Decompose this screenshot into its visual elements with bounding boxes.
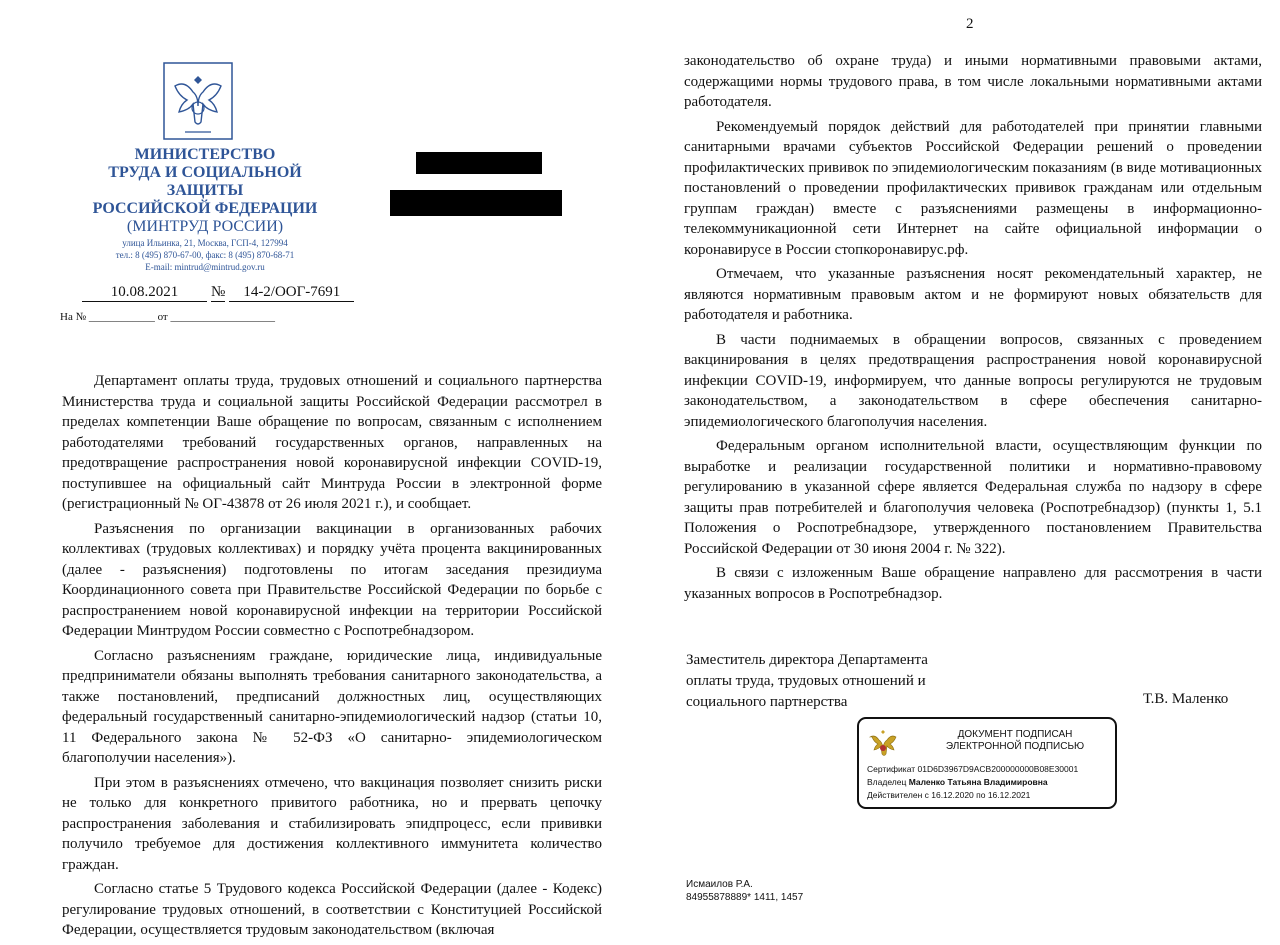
ministry-short-name: (МИНТРУД РОССИИ) xyxy=(126,218,284,235)
owner-value: Маленко Татьяна Владимировна xyxy=(908,777,1048,787)
address-line: улица Ильинка, 21, Москва, ГСП-4, 127994 xyxy=(122,238,288,248)
ministry-name xyxy=(60,146,350,236)
stamp-title-line: ДОКУМЕНТ ПОДПИСАН xyxy=(957,729,1073,740)
signer-name: Т.В. Маленко xyxy=(1143,691,1229,707)
redaction-block xyxy=(390,190,562,216)
executor-name: Исмаилов Р.А. xyxy=(686,879,753,890)
stamp-title xyxy=(919,729,1111,753)
paragraph: Согласно статье 5 Трудового кодекса Российской Федерации (далее - Кодекс) регулирование трудовых отношений, в соответствии с Конституцией Российской Федерации, осуществляется трудовым законодательством (включая xyxy=(62,881,602,938)
stamp-validity: Действителен с 16.12.2020 по 16.12.2021 xyxy=(867,790,1031,800)
cert-label: Сертификат xyxy=(867,764,916,774)
phone-line: тел.: 8 (495) 870-67-00, факс: 8 (495) 870-68-71 xyxy=(115,250,295,260)
cert-value: 01D6D3967D9ACB200000000B08E30001 xyxy=(917,764,1079,774)
stamp-emblem-icon xyxy=(867,727,899,761)
paragraph: Федеральным органом исполнительной власти, осуществляющим функции по выработке и реализации государственной политики и нормативно-правовому регулированию в указанной сфере является Федеральная служба по надзору в сфере защиты прав потребителей и благополучия человека (Роспотребнадзор) (пункты 1, 5.1 Положения о Роспотребнадзоре, утвержденного постановлением Правительства Российской Федерации от 30 июня 2004 г. № 322). xyxy=(684,438,1262,557)
redaction-block xyxy=(416,152,542,174)
letter-body-page1 xyxy=(62,371,602,945)
stamp-certificate xyxy=(867,764,1078,774)
executor-info xyxy=(686,878,803,904)
signer-line: оплаты труда, трудовых отношений и xyxy=(686,673,926,689)
paragraph: В части поднимаемых в обращении вопросов, связанных с проведением вакцинирования в целях предотвращения распространения новой коронавирусной инфекции COVID-19, информируем, что данные вопросы регулируются не трудовым законодательством, а законодательством в сфере обеспечения санитарно-эпидемиологического благополучия населения. xyxy=(684,331,1262,430)
paragraph: Согласно разъяснениям граждане, юридические лица, индивидуальные предприниматели обязаны выполнять требования санитарного законодательства, а также постановлений, предписаний должностных лиц, осуществляющих федеральный государственный санитарно-эпидемиологический надзор (статьи 10, 11 Федерального закона № 52-ФЗ «О санитарно- эпидемиологическом благополучии населения»). xyxy=(62,647,602,766)
ministry-address xyxy=(60,237,350,273)
document-date: 10.08.2021 xyxy=(82,284,207,302)
signer-line: Заместитель директора Департамента xyxy=(686,652,928,668)
ministry-line: ЗАЩИТЫ xyxy=(166,182,244,199)
signer-line: социального партнерства xyxy=(686,694,848,710)
ministry-line: РОССИЙСКОЙ ФЕДЕРАЦИИ xyxy=(92,200,318,217)
electronic-signature-stamp xyxy=(857,717,1117,809)
signer-position xyxy=(686,650,928,713)
number-label: № xyxy=(211,284,226,300)
paragraph: Департамент оплаты труда, трудовых отношений и социального партнерства Министерства труда и социальной защиты Российской Федерации рассмотрел в пределах компетенции Ваше обращение по вопросам, связанным с исполнением работодателями требований государственных органов, направленных на предотвращение распространения новой коронавирусной инфекции COVID-19, поступившее на официальный сайт Минтруда России в электронной форме (регистрационный № ОГ-43878 от 26 июля 2021 г.), и сообщает. xyxy=(62,373,602,512)
paragraph: В связи с изложенным Ваше обращение направлено для рассмотрения в части указанных вопросов в Роспотребнадзор. xyxy=(684,565,1262,602)
stamp-title-line: ЭЛЕКТРОННОЙ ПОДПИСЬЮ xyxy=(945,741,1085,752)
paragraph: Отмечаем, что указанные разъяснения носят рекомендательный характер, не являются нормативным правовым актом и не формируют новых обязательств для работодателя и работника. xyxy=(684,266,1262,323)
paragraph: При этом в разъяснениях отмечено, что вакцинация позволяет снизить риски не только для конкретного привитого работника, но и прервать цепочку распространения заболевания и стабилизировать эпидпроцесс, если прививки получило требуемое для достижения коллективного иммунитета количество граждан. xyxy=(62,774,602,873)
page-number: 2 xyxy=(966,16,974,32)
paragraph: Разъяснения по организации вакцинации в организованных рабочих коллективах (трудовых коллективах) и порядку учёта процента вакцинированных (далее - разъяснения) подготовлены по итогам заседания президиума Координационного совета при Правительстве Российской Федерации по борьбе с распространением новой коронавирусной инфекции на территории Российской Федерации Минтрудом России совместно с Роспотребнадзором. xyxy=(62,520,602,639)
stamp-owner xyxy=(867,777,1048,787)
ministry-line: МИНИСТЕРСТВО xyxy=(134,146,276,163)
coat-of-arms-icon xyxy=(163,62,233,140)
email-line: E-mail: mintrud@mintrud.gov.ru xyxy=(145,262,265,272)
paragraph: законодательство об охране труда) и иными нормативными правовыми актами, содержащими нормы трудового права, в том числе локальными нормативными актами работодателя. xyxy=(684,53,1262,110)
owner-label: Владелец xyxy=(867,777,907,787)
reference-line: На № ____________ от ___________________ xyxy=(60,311,275,323)
executor-phone: 84955878889* 1411, 1457 xyxy=(686,892,804,903)
letter-body-page2 xyxy=(684,51,1262,608)
document-date-number xyxy=(82,284,354,302)
document-number: 14-2/ООГ-7691 xyxy=(229,284,354,302)
ministry-line: ТРУДА И СОЦИАЛЬНОЙ xyxy=(108,164,302,181)
paragraph: Рекомендуемый порядок действий для работодателей при принятии главными санитарными врачами субъектов Российской Федерации решений о проведении профилактических прививок по эпидемиологическим показаниям (в виде мотивационных постановлений о проведении профилактических прививок гражданам или отдельным группам граждан) вместе с разъяснениями размещены в информационно-телекоммуникационной сети Интернет на сайте официальной информации о коронавирусе в России стопкоронавирус.рф. xyxy=(684,118,1262,258)
